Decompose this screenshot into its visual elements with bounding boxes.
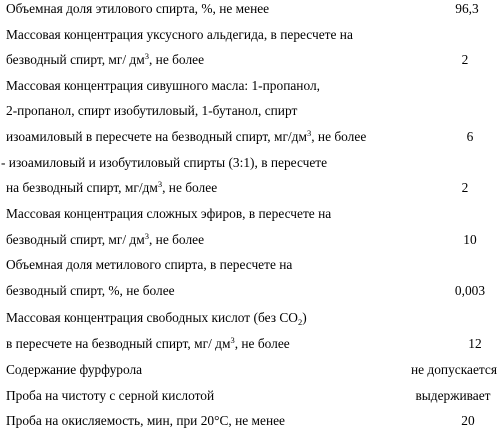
row-text-post: , не более	[148, 52, 205, 67]
row-ethanol-volume-fraction	[6, 1, 269, 17]
row-text: - изоамиловый и изобутиловый спирты (3:1), в пересчете	[1, 155, 328, 170]
row-text: Объемная доля этилового спирта, %, не менее	[6, 1, 270, 16]
row-text-pre: безводный спирт, мг/ дм	[6, 232, 145, 247]
row-free-acids-limit	[6, 336, 290, 352]
row-methanol-heading	[6, 257, 292, 273]
row-text-pre: изоамиловый в пересчете на безводный спирт, мг/дм	[6, 129, 307, 144]
superscript: 3	[157, 179, 163, 189]
row-value-oxidation-test: 20	[461, 413, 475, 428]
row-text: Содержание фурфурола	[6, 362, 143, 377]
row-acetaldehyde-heading	[6, 27, 353, 43]
row-text-post: , не более	[234, 336, 290, 351]
row-furfural	[6, 362, 142, 378]
row-text: 2-пропанол, спирт изобутиловый, 1-бутанол, спирт	[6, 103, 298, 118]
row-methanol-limit	[6, 283, 175, 299]
row-value-sulfuric-acid-test: выдерживает	[415, 388, 491, 403]
row-text: Массовая концентрация сивушного масла: 1-пропанол,	[6, 78, 321, 93]
row-isoamyl-isobutyl-limit	[6, 180, 217, 196]
row-text: Проба на чистоту с серной кислотой	[6, 388, 215, 403]
row-sulfuric-acid-test	[6, 388, 214, 404]
row-acetaldehyde-limit	[6, 52, 204, 68]
row-fusel-oil-heading	[6, 78, 320, 94]
row-free-acids-heading	[6, 310, 307, 326]
row-fusel-oil-components	[6, 103, 297, 119]
superscript: 3	[230, 335, 235, 345]
row-fusel-oil-limit	[6, 129, 366, 145]
superscript: 3	[306, 128, 312, 138]
row-esters-heading	[6, 206, 331, 222]
row-text: Массовая концентрация сложных эфиров, в пересчете на	[6, 206, 332, 221]
row-value-isoamyl-isobutyl: 2	[461, 180, 469, 195]
superscript: 3	[144, 51, 149, 61]
row-value-esters: 10	[463, 232, 477, 247]
row-text: Объемная доля метилового спирта, в пересчете на	[6, 257, 293, 272]
row-text-pre: на безводный спирт, мг/дм	[6, 180, 158, 195]
row-text-pre: Массовая концентрация свободных кислот (без СО	[6, 310, 298, 325]
row-text-post: , не более	[311, 129, 367, 144]
row-value-fusel-oil: 6	[466, 129, 474, 144]
row-text-post: )	[302, 310, 307, 325]
row-esters-limit	[6, 232, 204, 248]
row-text: безводный спирт, %, не более	[6, 283, 175, 298]
row-text-pre: в пересчете на безводный спирт, мг/ дм	[6, 336, 231, 351]
row-text-pre: безводный спирт, мг/ дм	[6, 52, 145, 67]
row-value-acetaldehyde: 2	[461, 52, 469, 67]
row-oxidation-test	[6, 413, 285, 429]
superscript: 3	[144, 231, 149, 241]
row-text: Проба на окисляемость, мин, при 20°С, не менее	[6, 413, 285, 428]
row-text-post: , не более	[148, 232, 205, 247]
subscript: 2	[297, 317, 303, 327]
row-text-post: , не более	[162, 180, 218, 195]
row-text: Массовая концентрация уксусного альдегида, в пересчете на	[6, 27, 353, 42]
row-value-ethanol: 96,3	[455, 1, 479, 16]
row-isoamyl-isobutyl-heading	[1, 155, 327, 171]
row-value-methanol: 0,003	[454, 283, 486, 298]
row-value-free-acids: 12	[468, 336, 482, 351]
row-value-furfural: не допускается	[410, 362, 498, 377]
